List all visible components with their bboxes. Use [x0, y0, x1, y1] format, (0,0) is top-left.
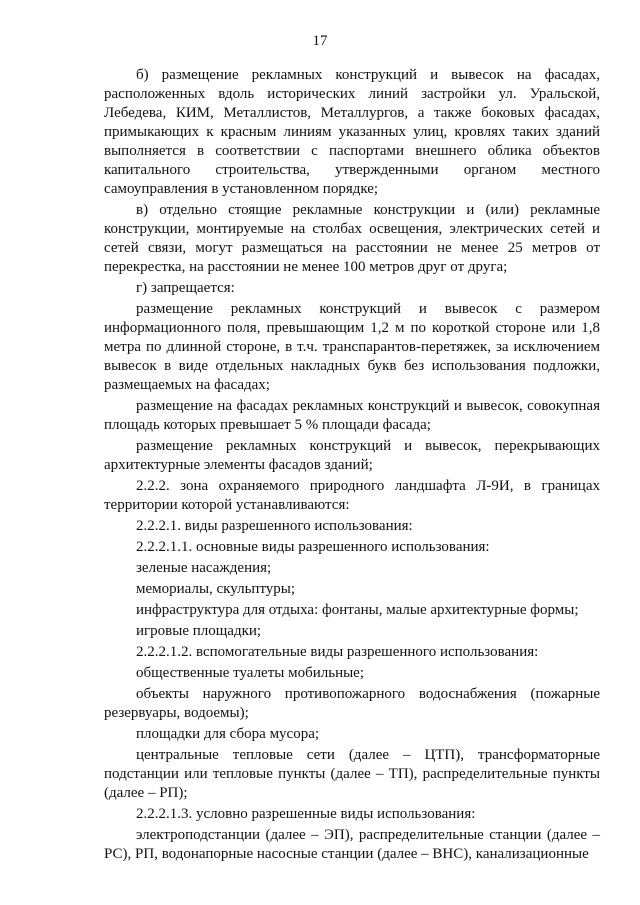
section-2-2-2-1-2: 2.2.2.1.2. вспомогательные виды разрешенного использования: — [136, 644, 539, 660]
paragraph-item-v: в) отдельно стоящие рекламные конструкции и (или) рекламные конструкции, монтируемые на столбах освещения, электрических сетей и сетей связи, могут размещаться на расстоянии не менее 25 метров от перекрестка, на расстоянии не менее 100 метров друг от друга; — [104, 202, 600, 275]
section-2-2-2-1: 2.2.2.1. виды разрешенного использования: — [136, 518, 413, 534]
list-item: игровые площадки; — [136, 623, 262, 639]
prohibition-overlap: размещение рекламных конструкций и вывесок, перекрывающих архитектурные элементы фасадов зданий; — [104, 438, 600, 473]
list-item: электроподстанции (далее – ЭП), распределительные станции (далее – РС), РП, водонапорные насосные станции (далее – ВНС), канализационные — [104, 827, 600, 862]
list-item: центральные тепловые сети (далее – ЦТП), трансформаторные подстанции или тепловые пункты (далее – ТП), распределительные пункты (далее – РП); — [104, 747, 600, 801]
list-item: мемориалы, скульптуры; — [136, 581, 296, 597]
section-2-2-2: 2.2.2. зона охраняемого природного ландшафта Л-9И, в границах территории которой устанавливаются: — [104, 478, 600, 513]
document-body — [104, 66, 600, 866]
paragraph-item-g: г) запрещается: — [136, 280, 235, 296]
section-2-2-2-1-1: 2.2.2.1.1. основные виды разрешенного использования: — [136, 539, 490, 555]
prohibition-size: размещение рекламных конструкций и вывесок с размером информационного поля, превышающим 1,2 м по короткой стороне или 1,8 метра по длинной стороне, в т.ч. транспарантов-перетяжек, за исключением вывесок в виде отдельных накладных букв без использования подложки, размещаемых на фасадах; — [104, 301, 600, 393]
list-item: инфраструктура для отдыха: фонтаны, малые архитектурные формы; — [136, 602, 579, 618]
prohibition-area: размещение на фасадах рекламных конструкций и вывесок, совокупная площадь которых превышает 5 % площади фасада; — [104, 398, 600, 433]
list-item: зеленые насаждения; — [136, 560, 272, 576]
section-2-2-2-1-3: 2.2.2.1.3. условно разрешенные виды использования: — [136, 806, 476, 822]
page-number: 17 — [312, 33, 328, 49]
list-item: площадки для сбора мусора; — [136, 726, 320, 742]
list-item: общественные туалеты мобильные; — [136, 665, 365, 681]
list-item: объекты наружного противопожарного водоснабжения (пожарные резервуары, водоемы); — [104, 686, 600, 721]
paragraph-item-b: б) размещение рекламных конструкций и вывесок на фасадах, расположенных вдоль исторических линий застройки ул. Уральской, Лебедева, КИМ, Металлистов, Металлургов, а также боковых фасадах, примыкающих к красным линиям указанных улиц, кровлях таких зданий выполняется в соответствии с паспортами внешнего облика объектов капитального строительства, утвержденными органом местного самоуправления в установленном порядке; — [104, 67, 600, 197]
